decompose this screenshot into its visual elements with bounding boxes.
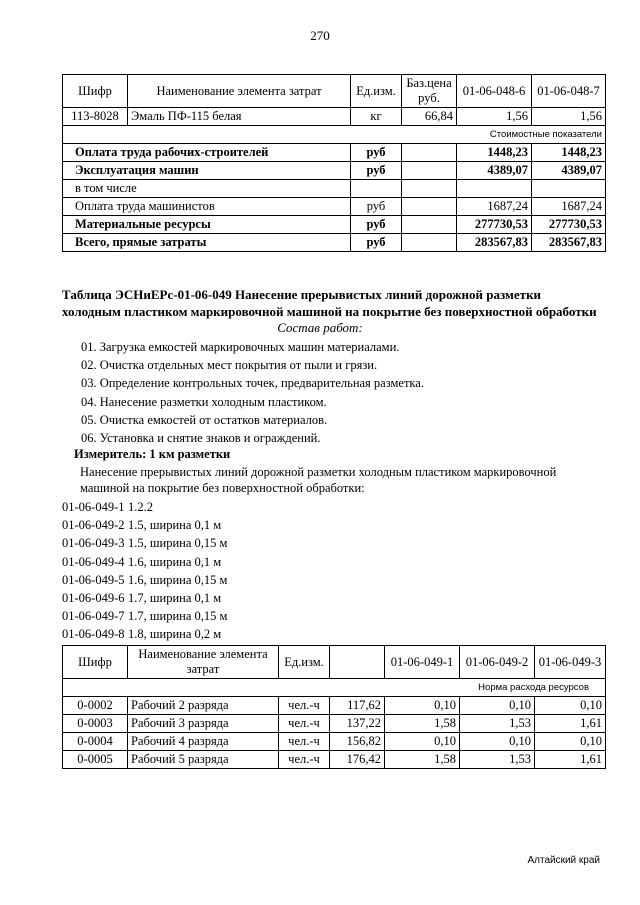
table-row (63, 234, 606, 252)
cell: 0-0003 (63, 715, 128, 733)
row-value: 277730,53 (532, 216, 606, 234)
list-item (62, 516, 227, 534)
cell: 0,10 (460, 697, 535, 715)
cell: кг (351, 108, 402, 126)
works-title: Состав работ: (277, 320, 363, 335)
code-text: 1.6, ширина 0,15 м (128, 572, 228, 587)
list-item: 02. Очистка отдельных мест покрытия от пыли и грязи. (81, 358, 378, 373)
row-name: Оплата труда машинистов (63, 198, 351, 216)
row-name: Оплата труда рабочих-строителей (63, 144, 351, 162)
cell: чел.-ч (279, 697, 330, 715)
header-cell: 01-06-048-7 (532, 75, 606, 108)
caption-line: холодным пластиком маркировочной машиной на покрытие без поверхностной обработки (62, 304, 597, 319)
row-unit: руб (351, 162, 402, 180)
header-cell: Наименование элемента затрат (128, 75, 351, 108)
section-row (63, 126, 606, 144)
code-text: 1.5, ширина 0,15 м (128, 536, 228, 551)
table-row (63, 198, 606, 216)
code: 01-06-049-5 (62, 572, 125, 587)
cell (351, 180, 402, 198)
cell: Эмаль ПФ-115 белая (128, 108, 351, 126)
row-unit: руб (351, 144, 402, 162)
cell: 1,56 (532, 108, 606, 126)
list-item (62, 534, 227, 552)
cell: чел.-ч (279, 733, 330, 751)
row-value: 4389,07 (532, 162, 606, 180)
cell (402, 198, 457, 216)
list-item: 04. Нанесение разметки холодным пластиком. (81, 394, 327, 409)
cell: Рабочий 3 разряда (128, 715, 279, 733)
row-name: в том числе (63, 180, 351, 198)
row-value: 1448,23 (457, 144, 532, 162)
header-cell: Ед.изм. (351, 75, 402, 108)
table-row (63, 697, 606, 715)
row-value: 1687,24 (532, 198, 606, 216)
cell: 1,61 (535, 715, 606, 733)
cell: Рабочий 4 разряда (128, 733, 279, 751)
codes-list (62, 498, 227, 644)
cost-table-048 (62, 74, 606, 252)
cell: 113-8028 (63, 108, 128, 126)
header-cell: 01-06-048-6 (457, 75, 532, 108)
list-item (62, 625, 227, 643)
cell: 1,56 (457, 108, 532, 126)
code-text: 1.6, ширина 0,1 м (128, 554, 222, 569)
measure-unit: Измеритель: 1 км разметки (74, 447, 231, 461)
row-value: 1448,23 (532, 144, 606, 162)
table-header-row (63, 75, 606, 108)
header-cell: Ед.изм. (279, 646, 330, 679)
code: 01-06-049-2 (62, 518, 125, 533)
cell: 0-0004 (63, 733, 128, 751)
cell (402, 216, 457, 234)
region-footer: Алтайский край (527, 855, 600, 866)
row-name: Всего, прямые затраты (63, 234, 351, 252)
cell: 1,53 (460, 751, 535, 769)
table-row (63, 144, 606, 162)
row-value: 283567,83 (532, 234, 606, 252)
cell: 0,10 (385, 733, 460, 751)
code: 01-06-049-6 (62, 591, 125, 606)
cell: 1,58 (385, 751, 460, 769)
cell: 66,84 (402, 108, 457, 126)
table-caption (62, 286, 607, 320)
row-name: Материальные ресурсы (63, 216, 351, 234)
list-item (62, 498, 227, 516)
cell: 176,42 (330, 751, 385, 769)
cell (402, 234, 457, 252)
header-cell: Наименование элемента затрат (128, 646, 279, 679)
section-row (63, 679, 606, 697)
code-text: 1.5, ширина 0,1 м (128, 518, 222, 533)
code-text: 1.7, ширина 0,1 м (128, 591, 222, 606)
cell: Рабочий 5 разряда (128, 751, 279, 769)
row-name: Эксплуатация машин (63, 162, 351, 180)
code: 01-06-049-1 (62, 500, 125, 514)
cell: 117,62 (330, 697, 385, 715)
list-item (62, 607, 227, 625)
row-value: 1687,24 (457, 198, 532, 216)
cell (402, 180, 457, 198)
header-cell (330, 646, 385, 679)
row-unit: руб (351, 234, 402, 252)
cell (532, 180, 606, 198)
row-value: 4389,07 (457, 162, 532, 180)
cell: чел.-ч (279, 751, 330, 769)
header-cell: Шифр (63, 75, 128, 108)
header-cell: Шифр (63, 646, 128, 679)
code-text: 1.2.2 (128, 500, 153, 514)
list-item: 06. Установка и снятие знаков и ограждений. (81, 431, 321, 446)
table-header-row (63, 646, 606, 679)
section-label: Норма расхода ресурсов (63, 679, 606, 697)
page-number: 270 (310, 28, 330, 43)
list-item (62, 553, 227, 571)
cell: Рабочий 2 разряда (128, 697, 279, 715)
cell: 156,82 (330, 733, 385, 751)
section-label: Стоимостные показатели (63, 126, 606, 144)
cell (402, 162, 457, 180)
header-cell: 01-06-049-1 (385, 646, 460, 679)
code: 01-06-049-7 (62, 609, 125, 624)
table-row (63, 162, 606, 180)
cell: 0,10 (535, 697, 606, 715)
table-row (63, 216, 606, 234)
cell: 137,22 (330, 715, 385, 733)
table-row (63, 751, 606, 769)
header-cell: 01-06-049-2 (460, 646, 535, 679)
list-item (62, 571, 227, 589)
description: Нанесение прерывистых линий дорожной разметки холодным пластиком маркировочной машиной на покрытие без поверхностной обработки: (80, 465, 557, 495)
cell (402, 144, 457, 162)
table-row (63, 733, 606, 751)
code: 01-06-049-3 (62, 536, 125, 551)
list-item: 05. Очистка емкостей от остатков материалов. (81, 412, 328, 427)
cell: 1,53 (460, 715, 535, 733)
header-cell: Баз.цена руб. (402, 75, 457, 108)
table-row (63, 715, 606, 733)
cell: 1,61 (535, 751, 606, 769)
cell: 0-0005 (63, 751, 128, 769)
cell: 0,10 (385, 697, 460, 715)
code: 01-06-049-4 (62, 554, 125, 569)
caption-line: Таблица ЭСНиЕРс-01-06-049 Нанесение прерывистых линий дорожной разметки (62, 287, 542, 302)
cell: 1,58 (385, 715, 460, 733)
header-cell: 01-06-049-3 (535, 646, 606, 679)
cell: чел.-ч (279, 715, 330, 733)
code-text: 1.8, ширина 0,2 м (128, 627, 222, 642)
cell (457, 180, 532, 198)
row-unit: руб (351, 216, 402, 234)
code-text: 1.7, ширина 0,15 м (128, 609, 228, 624)
row-value: 277730,53 (457, 216, 532, 234)
row-value: 283567,83 (457, 234, 532, 252)
table-row (63, 108, 606, 126)
list-item: 03. Определение контрольных точек, предварительная разметка. (81, 376, 424, 391)
row-unit: руб (351, 198, 402, 216)
table-row (63, 180, 606, 198)
code: 01-06-049-8 (62, 627, 125, 642)
list-item: 01. Загрузка емкостей маркировочных машин материалами. (81, 340, 400, 354)
cell: 0-0002 (63, 697, 128, 715)
cell: 0,10 (535, 733, 606, 751)
works-list (81, 338, 424, 447)
cell: 0,10 (460, 733, 535, 751)
list-item (62, 589, 227, 607)
resource-table-049 (62, 645, 606, 769)
